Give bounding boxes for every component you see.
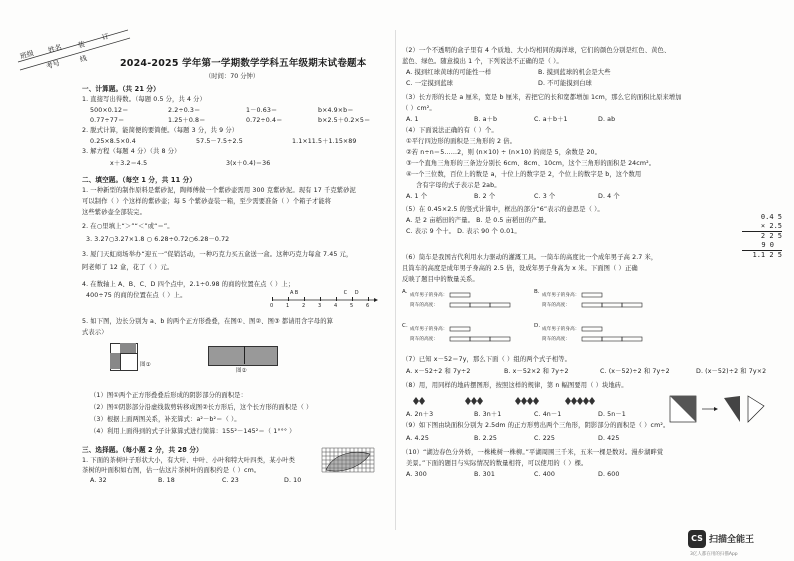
q1-r2-c3: 0.72÷0.4＝ bbox=[246, 117, 283, 124]
q8-opt-b: B. 3n＋1 bbox=[474, 411, 502, 418]
seal-text-4: 装 bbox=[77, 40, 86, 50]
vertical-calc bbox=[742, 213, 782, 260]
q2-item-1: 0.25×8.5×0.4 bbox=[90, 138, 136, 145]
q1-r1-c2: 2.2÷0.3＝ bbox=[168, 107, 201, 114]
q6-line2: 且筒车的高度是成年男子身高的 2.5 倍，设成年男子身高为 x 米。下面图（ ）正确 bbox=[402, 265, 638, 272]
q6-segment-diagram bbox=[580, 322, 660, 350]
q6-diagram-option bbox=[402, 288, 530, 318]
q25-line1: 5. 如下图，边长分别为 a、b 的两个正方形叠叠，在图①、图②、图③ 都请用含字母的算 bbox=[82, 318, 334, 325]
figure-2-divider bbox=[244, 346, 245, 364]
exam-title: 2024-2025 学年第一学期数学学科五年级期末试卷题本 bbox=[120, 58, 367, 69]
q4-item-4: ④一个三位数，百位上的数是 a，十位上的数字是 2，个位上的数字是 b，这个数用 bbox=[406, 171, 642, 178]
q1-r2-c4: b×2.5＋0.2×5＝ bbox=[318, 117, 371, 124]
q31-opt-b: B. 18 bbox=[158, 477, 175, 484]
q7-line: （7）已知 x－52＝7y，那么下面（ ）组的两个式子相等。 bbox=[402, 356, 572, 363]
q2-line1: （2）一个不透明的盒子里有 4 个质地、大小均相同的海洋球，它们的颜色分别是红色、黄色、 bbox=[402, 47, 671, 54]
q6-line1: （6）筒车是我国古代利用水力驱动的灌溉工具。一筒车的高度比一个成年男子高 2.7 米， bbox=[402, 254, 658, 261]
q6-option-letter: D. bbox=[534, 323, 541, 329]
q8-line: （8）用，用同样的地砖摆图形，按照这样的规律，第 n 幅图要用（ ）块地砖。 bbox=[402, 382, 628, 389]
number-line-tick bbox=[272, 297, 273, 301]
q7-opt-d: D. (x－52)÷2 和 7y×2 bbox=[696, 368, 767, 375]
q8-pattern bbox=[413, 397, 425, 405]
q6-label-man: 成年男子的身高： bbox=[410, 327, 448, 332]
q3-line2: （ ）cm²。 bbox=[402, 105, 436, 112]
scanner-watermark bbox=[684, 526, 794, 561]
q6-segment-diagram bbox=[580, 288, 660, 316]
seal-text-2: 姓名 bbox=[47, 43, 63, 55]
number-line-label: 3 bbox=[318, 303, 322, 309]
q21-line1: 1. 一种新型的制作原料是紫砂泥，陶师傅做一个紫砂壶需用 300 克紫砂泥。现有 17 千克紫砂泥 bbox=[82, 187, 356, 194]
q8-opt-a: A. 2n＋3 bbox=[406, 411, 434, 418]
number-line-label: 6 bbox=[366, 303, 370, 309]
q25-line2: 式表示） bbox=[82, 329, 108, 336]
q2-opt-b: B. 摸到蓝球的机会是大些 bbox=[538, 69, 611, 76]
q25-sub3: （3）根据上面两图关系，补充算式：a²－b²＝（ ）。 bbox=[90, 416, 241, 423]
number-line-tick bbox=[352, 297, 353, 301]
q10-line1: （10）“湖边春色分外娇，一株桃树一株柳。”平湖周围三千米，五米一棵是数对。漫步湖畔赏 bbox=[402, 449, 664, 456]
q6-label-man: 成年男子的身高： bbox=[542, 293, 580, 298]
q10-opt-a: A. 300 bbox=[406, 471, 427, 478]
q1-r1-c4: b×4.9×b＝ bbox=[318, 107, 354, 114]
q8-pattern-figures bbox=[408, 393, 608, 409]
leaf-grid-figure bbox=[322, 448, 374, 474]
number-line-label: 0 bbox=[270, 303, 274, 309]
q23-line2: 阿老师了 12 盒，花了（ ）元。 bbox=[82, 264, 174, 271]
q6-label-man: 成年男子的身高： bbox=[410, 293, 448, 298]
q31-opt-c: C. 23 bbox=[222, 477, 239, 484]
figure-1-inner-square bbox=[120, 353, 138, 371]
section-2-title: 二、填空题。（每空 1 分，共 11 分） bbox=[82, 176, 197, 184]
figure-1-shade-left bbox=[110, 353, 120, 369]
q1-r1-c1: 500×0.12＝ bbox=[90, 107, 129, 114]
q25-sub4: （4）利用上面得到的式子计算算式进行简算：155²－145²＝（ 1°°° ） bbox=[90, 428, 296, 435]
q2-head: 2. 脱式计算，能简便的要简便。（每题 3 分，共 9 分） bbox=[82, 127, 239, 134]
vertical-row-4: 9 0 bbox=[742, 241, 782, 251]
scanner-subtitle: 3亿人都在用的扫描App bbox=[690, 552, 738, 557]
q2-opt-c: C. 一定摸到蓝球 bbox=[406, 80, 454, 87]
q5-line3: C. 表示 9 个十。 D. 表示 90 个 0.01。 bbox=[406, 228, 521, 235]
vertical-row-1: 0.4 5 bbox=[760, 213, 782, 221]
number-line-point: B bbox=[294, 290, 299, 296]
q8-pattern bbox=[565, 397, 595, 405]
q8-opt-d: D. 5n－1 bbox=[598, 411, 626, 418]
q4-opt-d: D. 4 个 bbox=[598, 193, 620, 200]
q31-line2: 茶树的叶面积如右图，估一估这片茶树叶的面积约是（ ）cm。 bbox=[82, 467, 261, 474]
section-3-title: 三、选择题。（每小题 2 分，共 28 分） bbox=[82, 446, 203, 454]
q2-item-3: 1.1×11.5＋1.15×89 bbox=[292, 138, 357, 145]
q6-segment-diagram bbox=[448, 322, 528, 350]
seal-text-3: 考号 bbox=[45, 59, 61, 71]
q8-pattern bbox=[465, 397, 483, 405]
q1-r2-c1: 0.77÷77＝ bbox=[90, 117, 125, 124]
q31-opt-d: D. 10 bbox=[284, 477, 302, 484]
q1-r1-c3: 1－0.63＝ bbox=[246, 107, 278, 114]
q6-diagram-option bbox=[402, 322, 530, 352]
q25-sub1: （1）图①两个正方形叠叠后形成的阴影部分的面积是： bbox=[90, 392, 247, 399]
q4-item-3: ③一个直角三角形的三条边分别长 6cm、8cm、10cm，这个三角形的面积是 24cm²。 bbox=[406, 160, 656, 167]
number-line-label: 5 bbox=[350, 303, 354, 309]
figure-1-shade-top bbox=[120, 343, 136, 353]
number-line-tick bbox=[320, 297, 321, 301]
q6-option-letter: C. bbox=[402, 323, 408, 329]
q2-item-2: 57.5－7.5÷2.5 bbox=[196, 138, 243, 145]
figure-1-label: 图① bbox=[140, 362, 151, 368]
q2-line2: 蓝色、绿色。随意摸出 1 个，下列说法不正确的是（ ）。 bbox=[402, 58, 563, 65]
q6-label-wheel: 筒车的高度： bbox=[542, 303, 571, 308]
q4-item-2: ②若 n÷n＝5……2，则 (n×10) ÷ (n×10) 的商是 5，余数是 20。 bbox=[406, 149, 602, 156]
q9-opt-b: B. 2.25 bbox=[474, 435, 498, 442]
q4-item-5: 含有字母的式子表示是 2ab。 bbox=[416, 182, 501, 189]
seal-text-1: 班级 bbox=[19, 49, 35, 61]
q7-opt-a: A. x－52÷2 和 7y÷2 bbox=[406, 368, 471, 375]
vertical-row-5: 1.1 2 5 bbox=[752, 251, 782, 259]
q21-line2: 可以制作（ ）个这样的紫砂壶；每 5 个紫砂壶装一箱，至少需要准备（ ）个箱子才能将 bbox=[82, 198, 332, 205]
q6-option-letter: A. bbox=[402, 289, 408, 295]
number-line-label: 4 bbox=[334, 303, 338, 309]
q10-opt-d: D. 600 bbox=[598, 471, 620, 478]
q22-line2: 3. 3.27○3.27×1.8 ○ 6.28÷0.72○6.28－0.72 bbox=[86, 236, 230, 243]
q3-opt-d: D. ab bbox=[598, 116, 616, 123]
q8-pattern bbox=[515, 397, 539, 405]
q31-opt-a: A. 32 bbox=[90, 477, 107, 484]
q6-option-letter: B. bbox=[534, 289, 540, 295]
q7-opt-b: B. x－52×2 和 7y÷2 bbox=[504, 368, 569, 375]
q3-opt-b: B. a＋b bbox=[474, 116, 498, 123]
q9-opt-d: D. 425 bbox=[598, 435, 620, 442]
q9-line: （9）如下图由块面积分别为 2.5dm 的正方形剪出两个三角形，阴影部分的面积是（ ）cm²。 bbox=[402, 422, 670, 429]
figure-2-label: 图② bbox=[236, 368, 247, 374]
q5-line1: （5）在 0.45×2.5 的竖式计算中，框出的部分“6”表示的意思是（ ）。 bbox=[402, 206, 604, 213]
q4-opt-a: A. 1 个 bbox=[406, 193, 428, 200]
seal-text-6: 线 bbox=[79, 54, 88, 64]
vertical-row-3: 2 2 5 bbox=[760, 232, 782, 240]
q4-item-1: ①平行四边形的面积是三角形的 2 倍。 bbox=[406, 138, 517, 145]
q3-item-2: 3(x＋0.4)＝36 bbox=[226, 160, 271, 167]
q3-opt-a: A. 1 bbox=[406, 116, 419, 123]
number-line-point: C bbox=[343, 290, 348, 296]
q7-opt-c: C. (x－52)÷2 和 7y÷2 bbox=[600, 368, 670, 375]
q6-diagram-option bbox=[534, 288, 662, 318]
number-line-tick bbox=[304, 297, 305, 301]
q10-line2: 美景。”下面的题目与实际情况的数量相符，可以使用的（ ）棵。 bbox=[406, 460, 588, 467]
q6-line3: 反映了题目中的数量关系。 bbox=[402, 276, 479, 283]
vertical-row-2: × 2.5 bbox=[742, 222, 782, 232]
q2-opt-d: D. 不可能摸到白球 bbox=[538, 80, 592, 87]
q4-opt-b: B. 2 个 bbox=[474, 193, 496, 200]
q10-opt-c: C. 400 bbox=[534, 471, 556, 478]
q4-head: （4）下面说法正确的有（ ）个。 bbox=[402, 127, 498, 134]
q6-label-man: 成年男子的身高： bbox=[542, 327, 580, 332]
number-line-label: 2 bbox=[302, 303, 306, 309]
figure-2-rectangle bbox=[208, 346, 278, 366]
number-line-label: 1 bbox=[286, 303, 290, 309]
q3-line1: （3）长方形的长是 a 厘米，宽是 b 厘米，若把它的长和宽都增加 1cm，那么它的面积比原来增加 bbox=[402, 94, 682, 101]
number-line-tick bbox=[368, 297, 369, 301]
q1-r2-c2: 1.25＋0.8＝ bbox=[168, 117, 206, 124]
q6-segment-diagram bbox=[448, 288, 528, 316]
left-column bbox=[0, 0, 392, 561]
q9-opt-a: A. 4.25 bbox=[406, 435, 429, 442]
q5-line2: A. 是 2 亩稻田的产量。 B. 是 0.5 亩稻田的产量。 bbox=[406, 217, 551, 224]
q6-label-wheel: 筒车的高度： bbox=[542, 337, 571, 342]
q1-head: 1. 直接写出得数。（每题 0.5 分，共 4 分） bbox=[82, 96, 206, 103]
q6-diagram-option bbox=[534, 322, 662, 352]
section-1-title: 一、计算题。（共 21 分） bbox=[82, 85, 160, 93]
q9-opt-c: C. 225 bbox=[534, 435, 556, 442]
number-line-point: D bbox=[354, 290, 359, 296]
q23-line1: 3. 厦门天虹商场举办“迎五一”促销活动，一种巧克力买五盒送一盒。这种巧克力每盒 7.45 元， bbox=[82, 251, 353, 258]
q31-line1: 1. 下面的茶树叶子形状大小，有大叶、中叶、小叶和特大叶四类，某小叶类 bbox=[82, 457, 296, 464]
q24-line2: 400÷75 的商的位置在点（ ）上。 bbox=[86, 292, 187, 299]
q9-square-figure bbox=[666, 392, 786, 426]
q8-opt-c: C. 4n－1 bbox=[534, 411, 562, 418]
seal-text-5: 订 bbox=[101, 32, 110, 42]
q21-line3: 这些紫砂壶全部装完。 bbox=[82, 209, 146, 216]
q22-line1: 2. 在○里填上“＞”“＜”或“＝”。 bbox=[82, 223, 174, 230]
camscanner-icon: CS bbox=[688, 530, 706, 548]
q4-opt-c: C. 3 个 bbox=[534, 193, 556, 200]
exam-time: （时间：70 分钟） bbox=[205, 73, 260, 80]
number-line-tick bbox=[288, 297, 289, 301]
number-line-tick bbox=[336, 297, 337, 301]
q6-label-wheel: 筒车的高度： bbox=[410, 303, 439, 308]
q24-line1: 4. 在数轴上 A、B、C、D 四个点中，2.1÷0.98 的商的位置在点（ ）上； bbox=[82, 281, 295, 288]
scanner-name: 扫描全能王 bbox=[709, 535, 755, 545]
q3-head: 3. 解方程（每题 4 分）（共 8 分） bbox=[82, 148, 181, 155]
q2-opt-a: A. 摸到红球黄球的可能性一样 bbox=[406, 69, 492, 76]
q3-opt-c: C. a＋b＋1 bbox=[534, 116, 568, 123]
q3-item-1: x＋3.2＝4.5 bbox=[110, 160, 148, 167]
q6-label-wheel: 筒车的高度： bbox=[410, 337, 439, 342]
q25-sub2: （2）图①阴影部分沿虚线裁剪转移成图②长方形后，这个长方形的面积是（ ） bbox=[90, 404, 313, 411]
number-line-point: A bbox=[290, 290, 294, 296]
q10-opt-b: B. 301 bbox=[474, 471, 495, 478]
right-column bbox=[402, 0, 794, 561]
